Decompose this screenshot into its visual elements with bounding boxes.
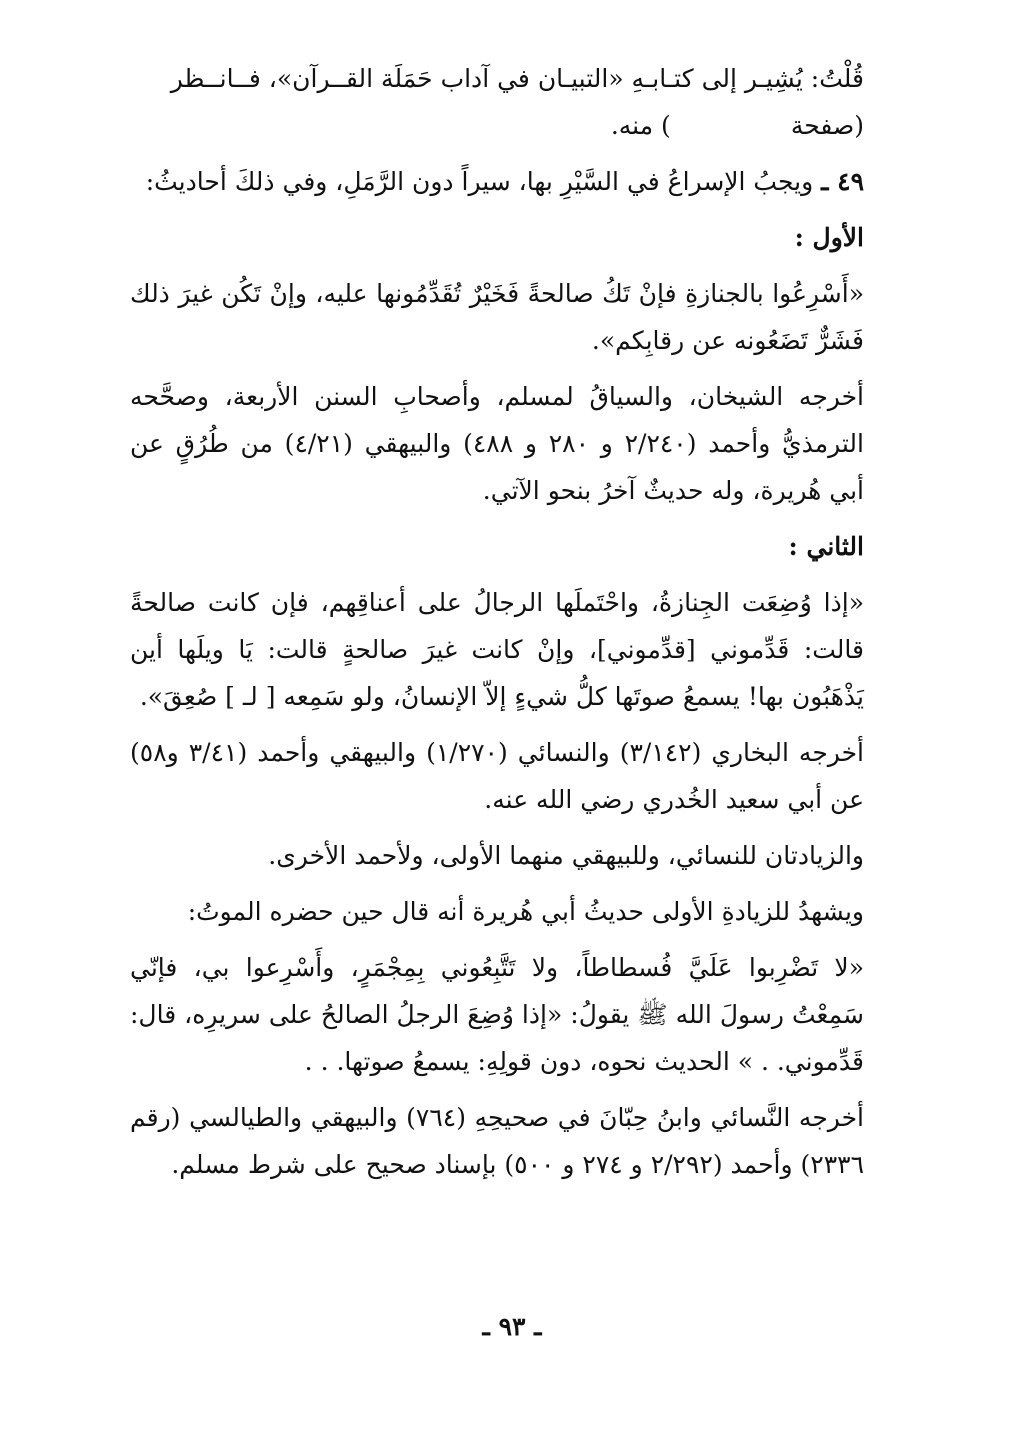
note-line-2-close: ) منه.	[610, 111, 671, 140]
rule-text: ويجبُ الإسراعُ في السَّيْرِ بها، سيراً دون الرَّمَلِ، وفي ذلكَ أحاديثُ:	[145, 167, 814, 196]
hadith-second: «إذا وُضِعَت الجِنازةُ، واحْتَملَها الرجالُ على أعناقِهم، فإن كانت صالحةً قالت: قَدِّموني [قدِّموني]، وإنْ كانت غيرَ صالحةٍ قالت: يَا ويلَها أين يَذْهَبُون بها! يسمعُ صوتَها كلُّ شيءٍ إلاّ الإنسانُ، ولو سَمِعه [ لـ ] صُعِقَ».	[130, 588, 864, 711]
takhrij-third: أخرجه النَّسائي وابنُ حِبّانَ في صحيحِهِ (٧٦٤) والبيهقي والطيالسي (رقم ٢٣٣٦) وأحمد (٢/٢٩٢ و ٢٧٤ و ٥٠٠) بإسناد صحيح على شرط مسلم.	[130, 1103, 864, 1179]
paragraph-author-note	[130, 55, 864, 149]
page-number: ـ ٩٣ ـ	[482, 1312, 542, 1341]
rule-number: ٤٩ ـ	[821, 167, 864, 196]
takhrij-first: أخرجه الشيخان، والسياقُ لمسلم، وأصحابِ السنن الأربعة، وصحَّحه الترمذيُّ وأحمد (٢/٢٤٠ و ٢٨٠ و ٤٨٨) والبيهقي (٤/٢١) من طُرُقٍ عن أبي هُريرة، وله حديثٌ آخرُ بنحو الآتي.	[130, 382, 864, 505]
heading-first: الأول :	[794, 223, 864, 252]
paragraph-rule-49	[130, 158, 864, 205]
witness-note: ويشهدُ للزيادةِ الأولى حديثُ أبي هُريرة أنه قال حين حضره الموتُ:	[187, 897, 864, 926]
heading-second: الثاني :	[788, 532, 864, 561]
document-page	[130, 55, 864, 1197]
hadith-third: «لا تَضْرِبوا عَلَيَّ فُسطاطاً، ولا تَتَّبِعُوني بِمِجْمَرٍ، وأَسْرِعوا بي، فإنّي سَمِعْتُ رسولَ الله ﷺ يقولُ: «إذا وُضِعَ الرجلُ الصالحُ على سريرِه، قال: قَدِّموني. . » الحديث نحوه، دون قولِهِ: يسمعُ صوتها. . .	[130, 953, 865, 1076]
hadith-first: «أَسْرِعُوا بالجنازةِ فإنْ تَكُ صالحةً فَخَيْرٌ تُقَدِّمُونها عليه، وإنْ تَكُن غيرَ ذلك فَشَرٌّ تَضَعُونه عن رقابِكم».	[130, 279, 864, 355]
additions-note: والزيادتان للنسائي، وللبيهقي منهما الأولى، ولأحمد الأخرى.	[268, 841, 864, 870]
note-line-2-open: (صفحة	[790, 111, 864, 140]
note-line-1: قُلْتُ: يُشِيـر إلى كتـابـهِ «التبيـان في آداب حَمَلَة القــرآن»، فــانــظر	[170, 64, 864, 93]
takhrij-second: أخرجه البخاري (٣/١٤٢) والنسائي (١/٢٧٠) والبيهقي وأحمد (٣/٤١ و٥٨) عن أبي سعيد الخُدري رضي الله عنه.	[130, 738, 864, 814]
